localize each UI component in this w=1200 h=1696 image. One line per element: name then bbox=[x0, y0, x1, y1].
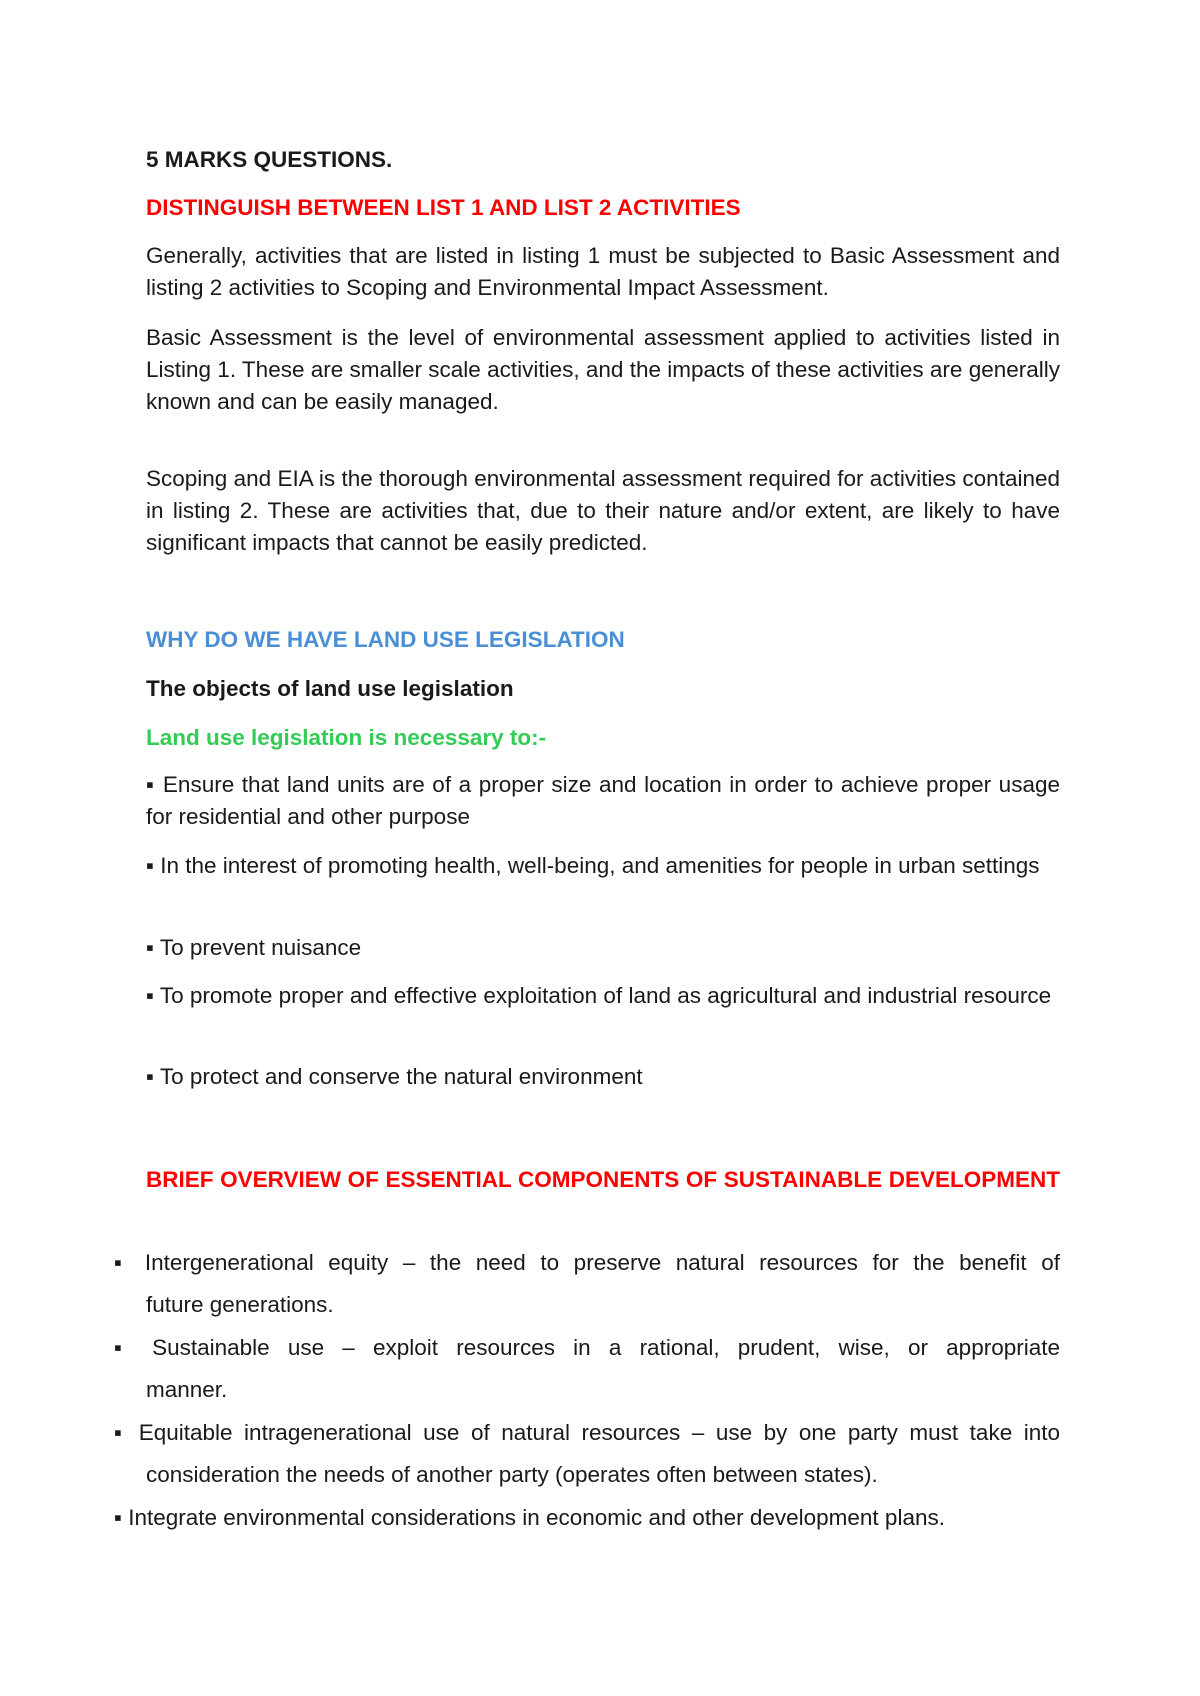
list-item: ▪ Ensure that land units are of a proper size and location in order to achieve proper usage for residential and other purpose bbox=[146, 772, 1060, 829]
land-use-lead: Land use legislation is necessary to:- bbox=[146, 725, 547, 750]
section-title-sustainable: BRIEF OVERVIEW OF ESSENTIAL COMPONENTS OF SUSTAINABLE DEVELOPMENT bbox=[146, 1167, 1060, 1192]
list-item bbox=[114, 1497, 1060, 1539]
list-item bbox=[114, 1327, 1060, 1411]
list-item-first-line: ▪ Sustainable use – exploit resources in a rational, prudent, wise, or appropriate bbox=[114, 1335, 1060, 1360]
paragraph-generally: Generally, activities that are listed in listing 1 must be subjected to Basic Assessment and listing 2 activities to Scoping and Environmental Impact Assessment. bbox=[146, 243, 1060, 300]
list-item-continuation: future generations. bbox=[146, 1292, 334, 1317]
list-item-continuation: consideration the needs of another party (operates often between states). bbox=[146, 1462, 878, 1487]
list-item-first-line: ▪ Integrate environmental considerations in economic and other development plans. bbox=[114, 1505, 945, 1530]
list-item bbox=[114, 1242, 1060, 1326]
list-item-continuation: manner. bbox=[146, 1377, 228, 1402]
list-item bbox=[114, 1412, 1060, 1496]
list-item: ▪ To protect and conserve the natural environment bbox=[146, 1064, 643, 1089]
section-title-land-use: WHY DO WE HAVE LAND USE LEGISLATION bbox=[146, 627, 625, 652]
list-item-first-line: ▪ Equitable intragenerational use of natural resources – use by one party must take into bbox=[114, 1420, 1060, 1445]
list-item: ▪ In the interest of promoting health, well-being, and amenities for people in urban settings bbox=[146, 853, 1040, 878]
list-item: ▪ To prevent nuisance bbox=[146, 935, 362, 960]
paragraph-scoping-eia: Scoping and EIA is the thorough environmental assessment required for activities contained in listing 2. These are activities that, due to their nature and/or extent, are likely to have significant impacts that cannot be easily predicted. bbox=[146, 466, 1060, 555]
list-item: ▪ To promote proper and effective exploitation of land as agricultural and industrial resource bbox=[146, 983, 1052, 1008]
list-item-first-line: ▪ Intergenerational equity – the need to preserve natural resources for the benefit of bbox=[114, 1250, 1060, 1275]
page-heading: 5 MARKS QUESTIONS. bbox=[146, 147, 393, 172]
section-subtitle-objects: The objects of land use legislation bbox=[146, 676, 514, 701]
paragraph-basic-assessment: Basic Assessment is the level of environmental assessment applied to activities listed in Listing 1. These are smaller scale activities, and the impacts of these activities are generally known and can be easily managed. bbox=[146, 325, 1060, 414]
section-title-distinguish: DISTINGUISH BETWEEN LIST 1 AND LIST 2 ACTIVITIES bbox=[146, 195, 741, 220]
